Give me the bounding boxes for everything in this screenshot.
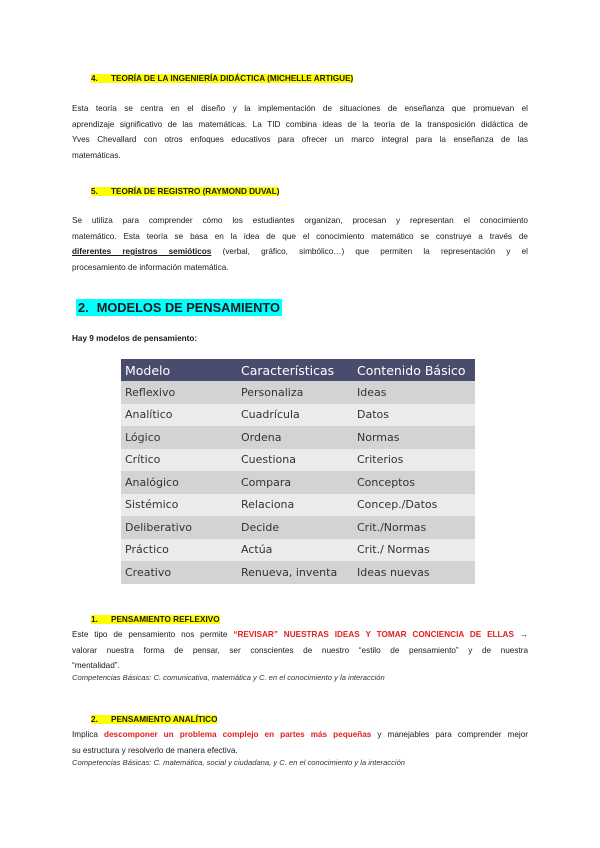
section-5-line-3: diferentes registros semióticos (verbal, gráfico, simbólico…) que permiten la representación y el bbox=[72, 247, 528, 256]
analytic-thinking-title: PENSAMIENTO ANALÍTICO bbox=[111, 715, 218, 724]
thinking-models-table bbox=[121, 359, 475, 584]
models-section-heading: 2. MODELOS DE PENSAMIENTO bbox=[78, 300, 280, 315]
semiotic-registers-term: diferentes registros semióticos bbox=[72, 247, 212, 256]
reflexive-line-1: Este tipo de pensamiento nos permite “REVISAR” NUESTRAS IDEAS Y TOMAR CONCIENCIA DE ELLAS → bbox=[72, 630, 528, 639]
table-header-row bbox=[121, 359, 475, 381]
analytic-thinking-paragraph: Implica descomponer un problema complejo en partes más pequeñas y manejables para comprender mejor su estructura y resolverlo de manera efectiva. bbox=[72, 727, 528, 758]
table-row: Analítico Cuadrícula Datos bbox=[121, 404, 475, 427]
section-4-title: TEORÍA DE LA INGENIERÍA DIDÁCTICA (MICHELLE ARTIGUE) bbox=[111, 74, 354, 83]
reflexive-thinking-heading: 1. PENSAMIENTO REFLEXIVO bbox=[91, 615, 220, 624]
table-row: Deliberativo Decide Crit./Normas bbox=[121, 516, 475, 539]
analytic-highlight: descomponer un problema complejo en partes más pequeñas bbox=[103, 730, 372, 739]
section-4-paragraph: Esta teoría se centra en el diseño y la implementación de situaciones de enseñanza que promuevan el aprendizaje significativo de las matemáticas. La TID combina ideas de la teoría de la transposición didáctica de Yves Chevallard con otros enfoques educativos para ofrecer un marco integral para la enseñanza de las matemáticas. bbox=[72, 104, 528, 160]
analytic-competencies-note: Competencias Básicas: C. matemática, social y ciudadana, y C. en el conocimiento y la interacción bbox=[72, 758, 406, 767]
table-row: Analógico Compara Conceptos bbox=[121, 471, 475, 494]
table-row: Sistémico Relaciona Concep./Datos bbox=[121, 494, 475, 517]
table-row: Lógico Ordena Normas bbox=[121, 426, 475, 449]
reflexive-thinking-title: PENSAMIENTO REFLEXIVO bbox=[111, 615, 220, 624]
table-row: Práctico Actúa Crit./ Normas bbox=[121, 539, 475, 562]
table-row: Crítico Cuestiona Criterios bbox=[121, 449, 475, 472]
models-section-title: MODELOS DE PENSAMIENTO bbox=[96, 300, 280, 315]
section-5-title: TEORÍA DE REGISTRO (RAYMOND DUVAL) bbox=[111, 187, 280, 196]
header-model: Modelo bbox=[121, 359, 237, 381]
table-row: Reflexivo Personaliza Ideas bbox=[121, 381, 475, 404]
header-basic-content: Contenido Básico bbox=[353, 359, 475, 381]
analytic-thinking-heading: 2. PENSAMIENTO ANALÍTICO bbox=[91, 715, 218, 724]
section-4-heading: 4. TEORÍA DE LA INGENIERÍA DIDÁCTICA (MICHELLE ARTIGUE) bbox=[91, 74, 354, 83]
analytic-line-1: Implica descomponer un problema complejo en partes más pequeñas y manejables para comprender mejor bbox=[72, 730, 528, 739]
reflexive-thinking-paragraph: Este tipo de pensamiento nos permite “REVISAR” NUESTRAS IDEAS Y TOMAR CONCIENCIA DE ELLAS → valorar nuestra forma de pensar, ser conscientes de nuestro “estilo de pensamiento” y de nuestra “mentalidad”. bbox=[72, 627, 528, 674]
section-5-paragraph: Se utiliza para comprender cómo los estudiantes organizan, procesan y representan el conocimiento matemático. Esta teoría se basa en la idea de que el conocimiento matemático se construye a través de diferentes registros semióticos (verbal, gráfico, simbólico…) que permiten la representación y el procesamiento de información matemática. bbox=[72, 216, 528, 272]
models-intro: Hay 9 modelos de pensamiento: bbox=[72, 334, 198, 343]
reflexive-competencies-note: Competencias Básicas: C. comunicativa, matemática y C. en el conocimiento y la interacción bbox=[72, 673, 385, 682]
header-characteristics: Características bbox=[237, 359, 353, 381]
section-5-heading: 5. TEORÍA DE REGISTRO (RAYMOND DUVAL) bbox=[91, 187, 280, 196]
table-row: Creativo Renueva, inventa Ideas nuevas bbox=[121, 561, 475, 584]
reflexive-highlight: “REVISAR” NUESTRAS IDEAS Y TOMAR CONCIENCIA DE ELLAS bbox=[233, 630, 514, 639]
